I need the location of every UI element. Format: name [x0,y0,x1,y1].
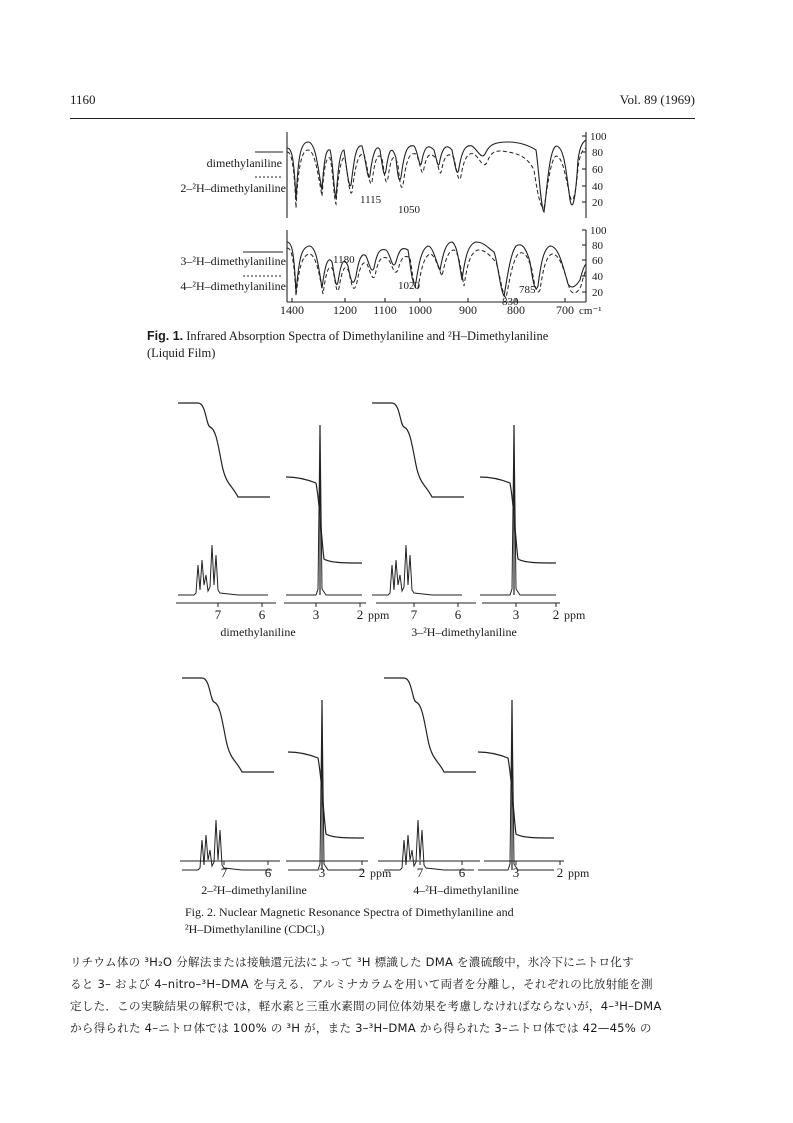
ppm-tick: 3 [318,865,326,880]
y-tick: 60 [592,164,603,176]
fig2-caption-text2: ²H–Dimethylaniline (CDCl₃) [185,922,325,936]
x-tick: 1000 [408,303,432,317]
y-tick: 80 [592,147,603,159]
ppm-tick: 2 [556,865,564,880]
peak-label: 830 [502,296,519,308]
fig1-caption-text: Infrared Absorption Spectra of Dimethylaniline and ²H–Dimethylaniline [186,329,549,343]
fig2-caption-text: Nuclear Magnetic Resonance Spectra of Dimethylaniline and [219,905,514,919]
ppm-tick: 6 [264,865,272,880]
ppm-tick: 3 [312,607,320,622]
ir-spectra-figure [0,0,793,330]
nmr-aromatic-plot [178,403,270,595]
x-tick: 700 [556,303,574,317]
nmr-methyl-plot [288,700,364,870]
ir-label-2-2h: 2–²H–dimethylaniline [180,181,286,195]
x-tick: 900 [459,303,477,317]
peak-label: 785 [519,284,536,296]
ppm-unit: ppm [368,608,390,622]
fig1-caption [147,328,667,362]
nmr-name-2-2h: 2–²H–dimethylaniline [201,883,307,897]
ir-trace-3-2h-dimethylaniline [287,242,586,296]
ppm-tick: 3 [512,607,520,622]
nmr-name-3-2h: 3–²H–dimethylaniline [411,625,517,639]
ppm-tick: 6 [458,865,466,880]
x-tick: 1100 [373,303,397,317]
x-tick: 800 [507,303,525,317]
fig2-caption-label: Fig. 2. [185,905,217,919]
ppm-tick: 2 [356,607,364,622]
ppm-unit: ppm [564,608,586,622]
peak-label: 1180 [333,254,355,266]
ir-trace-4-2h-dimethylaniline [287,248,586,298]
ppm-tick: 7 [214,607,222,622]
nmr-aromatic-plot [384,678,476,870]
y-tick: 80 [592,240,603,252]
fig2-caption [185,904,625,938]
body-line: ると 3– および 4–nitro–³H–DMA を与える．アルミナカラムを用いて両者を分離し，それぞれの比放射能を測 [70,977,653,991]
nmr-spectra-figure [0,370,793,930]
peak-label: 1115 [360,194,382,206]
body-line: から得られた 4–ニトロ体では 100% の ³H が，また 3–³H–DMA から得られた 3–ニトロ体では 42—45% の [70,1021,652,1035]
ppm-tick: 6 [454,607,462,622]
body-paragraph [70,951,710,1039]
ppm-unit: ppm [568,866,590,880]
ir-label-4-2h: 4–²H–dimethylaniline [180,279,286,293]
ppm-tick: 2 [552,607,560,622]
y-tick: 20 [592,287,603,299]
page-number: 1160 [70,92,96,107]
nmr-methyl-plot [286,425,362,595]
journal-volume: Vol. 89 (1969) [619,92,695,107]
peak-label: 1020 [398,280,420,292]
body-line: 定した．この実験結果の解釈では，軽水素と三重水素間の同位体効果を考慮しなければならないが，4–³H–DMA [70,999,662,1013]
y-tick: 40 [592,271,603,283]
y-tick: 100 [590,131,607,143]
ppm-tick: 6 [258,607,266,622]
fig1-caption-label: Fig. 1. [147,329,184,343]
nmr-methyl-plot [478,700,554,870]
x-tick: 1400 [280,303,304,317]
nmr-methyl-plot [480,425,556,595]
ppm-tick: 7 [416,865,424,880]
fig1-caption-text2: (Liquid Film) [147,346,216,360]
peak-label: 1050 [398,204,420,216]
body-line: リチウム体の ³H₂O 分解法または接触還元法によって ³H 標識した DMA を濃硫酸中，氷冷下にニトロ化す [70,955,634,969]
ppm-tick: 2 [358,865,366,880]
ir-label-3-2h: 3–²H–dimethylaniline [180,254,286,268]
ir-label-dimethylaniline: dimethylaniline [206,156,282,170]
ir-trace-dimethylaniline [287,140,586,212]
y-tick: 40 [592,181,603,193]
ppm-tick: 7 [220,865,228,880]
nmr-name-dimethylaniline: dimethylaniline [220,625,296,639]
x-unit: cm⁻¹ [579,305,602,317]
nmr-aromatic-plot [372,403,464,595]
nmr-aromatic-plot [182,678,274,870]
ppm-tick: 3 [512,865,520,880]
y-tick: 100 [590,225,607,237]
nmr-name-4-2h: 4–²H–dimethylaniline [413,883,519,897]
ppm-tick: 7 [410,607,418,622]
y-tick: 60 [592,255,603,267]
x-tick: 1200 [333,303,357,317]
ppm-unit: ppm [370,866,392,880]
y-tick: 20 [592,197,603,209]
